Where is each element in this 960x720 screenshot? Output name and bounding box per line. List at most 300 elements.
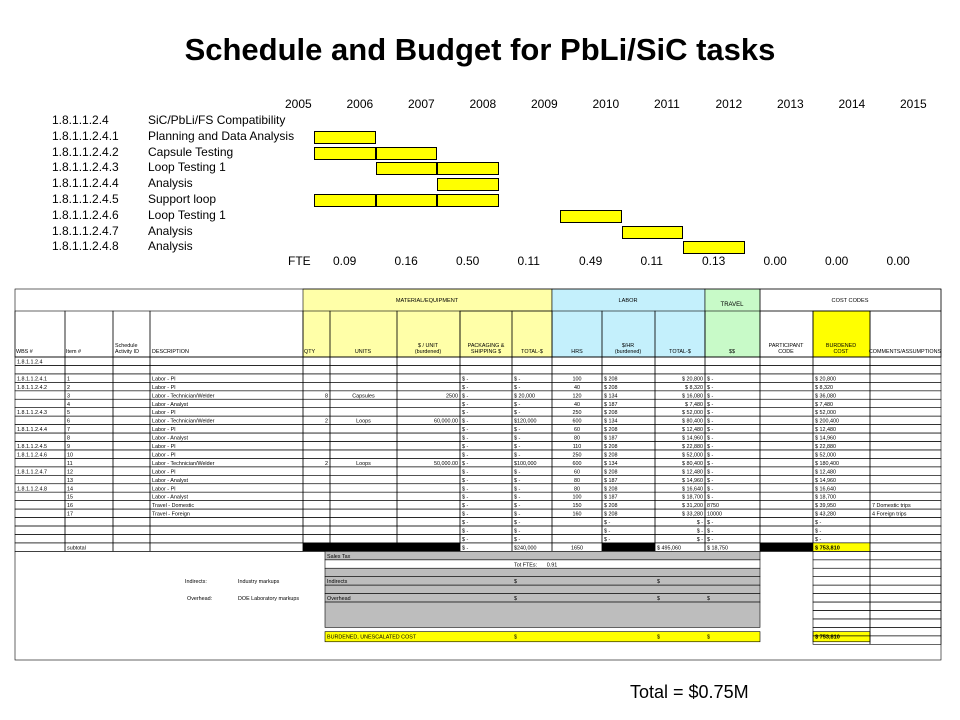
table-cell: [760, 492, 813, 500]
table-cell-text: 11: [67, 460, 73, 467]
table-cell-text: 9: [67, 444, 70, 450]
table-cell: [397, 399, 460, 407]
overhead-row-label: Overhead: [327, 596, 351, 603]
table-cell-text: Labor - PI: [152, 410, 176, 417]
table-cell: [113, 374, 150, 382]
table-cell: [330, 518, 397, 526]
table-cell: [397, 425, 460, 433]
table-cell: [65, 442, 113, 450]
table-cell: [870, 475, 941, 483]
table-cell: [113, 458, 150, 466]
column-header: Item #: [66, 349, 81, 355]
table-cell: [113, 501, 150, 509]
table-cell-text: 50,000.00: [434, 460, 458, 467]
table-cell: [760, 357, 813, 365]
table-cell-text: Labor - PI: [152, 452, 176, 459]
table-cell-text: 2: [325, 460, 328, 467]
table-cell-text: $ -: [514, 427, 521, 434]
table-cell: [65, 408, 113, 416]
table-cell-text: 600: [572, 460, 582, 467]
table-cell-text: 80: [574, 486, 580, 493]
table-cell: [113, 518, 150, 526]
table-cell: [397, 484, 460, 492]
table-cell: [113, 475, 150, 483]
table-cell: [760, 433, 813, 441]
table-cell-text: 110: [572, 444, 582, 450]
task-id: 1.8.1.1.2.4.2: [52, 144, 119, 159]
cost-cell: [813, 611, 870, 619]
table-cell-text: 12: [67, 469, 73, 476]
table-cell: [330, 501, 397, 509]
table-cell: [15, 492, 65, 500]
table-cell: [512, 357, 552, 365]
table-cell-text: $ 187: [604, 494, 618, 501]
subtotal-label: subtotal: [67, 545, 86, 552]
table-cell: [303, 484, 330, 492]
table-cell-text: $ -: [514, 503, 521, 510]
table-cell: [113, 509, 150, 517]
fte-value: 0.11: [517, 254, 540, 268]
table-cell-text: $ 208: [604, 503, 618, 510]
table-cell: [15, 458, 65, 466]
table-cell-text: $ 80,400: [682, 418, 703, 425]
table-cell: [330, 534, 397, 542]
table-cell-text: 1.8.1.1.2.4.2: [17, 384, 47, 391]
table-cell-text: 160: [572, 511, 582, 518]
year-label: 2011: [654, 97, 680, 111]
table-cell-text: $ -: [707, 469, 714, 476]
table-cell: [330, 492, 397, 500]
tot-ftes-value: 0.91: [546, 562, 558, 569]
table-cell: [330, 408, 397, 416]
table-cell-text: $ -: [514, 469, 521, 476]
table-cell-text: $ 12,480: [815, 427, 836, 434]
fte-value: 0.50: [456, 254, 480, 268]
table-cell-text: $ -: [707, 477, 714, 484]
table-cell: [397, 357, 460, 365]
table-cell-text: 10000: [707, 511, 722, 518]
overhead-row: [325, 594, 760, 602]
table-cell-text: Labor - PI: [152, 486, 176, 493]
table-cell: [330, 357, 397, 365]
table-cell-text: 14: [67, 486, 73, 493]
table-cell: [303, 425, 330, 433]
table-cell: [65, 399, 113, 407]
blank-gray-row: [325, 585, 760, 593]
table-cell-text: 60,000.00: [434, 418, 458, 425]
subtotal-cell: [602, 543, 655, 551]
table-cell: [397, 501, 460, 509]
table-cell: [113, 408, 150, 416]
table-cell-text: 16: [67, 503, 73, 510]
table-cell-text: $ -: [604, 520, 611, 527]
table-cell-text: $ -: [815, 520, 822, 527]
table-cell-text: Labor - Technician/Welder: [152, 460, 215, 467]
table-cell-text: 8750: [707, 503, 719, 510]
table-cell-text: 7: [67, 427, 70, 434]
table-cell: [65, 374, 113, 382]
table-cell-text: $ 208: [604, 486, 618, 493]
table-cell: [655, 357, 705, 365]
table-cell-text: $ 16,640: [815, 486, 836, 493]
task-id: 1.8.1.1.2.4: [52, 113, 109, 127]
table-cell: [113, 425, 150, 433]
table-cell-text: $ 14,960: [682, 435, 703, 442]
table-cell-text: 15: [67, 494, 73, 501]
table-cell-text: 250: [572, 452, 582, 459]
table-cell-text: $ -: [707, 460, 714, 467]
table-cell-text: $ 18,700: [815, 494, 836, 501]
table-cell-text: $ -: [462, 376, 469, 383]
task-id: 1.8.1.1.2.4.6: [52, 207, 119, 222]
table-cell: [303, 475, 330, 483]
table-cell: [655, 365, 705, 373]
table-cell-text: Labor - Analyst: [152, 401, 188, 408]
subtotal-cell: [330, 543, 397, 551]
table-cell-text: Labor - Technician/Welder: [152, 393, 215, 400]
table-cell-text: $ -: [462, 486, 469, 493]
table-cell-text: $ 52,000: [682, 410, 703, 417]
table-cell-text: 1.8.1.1.2.4.1: [17, 376, 47, 383]
group-material: MATERIAL/EQUIPMENT: [395, 298, 459, 304]
table-cell: [113, 391, 150, 399]
table-cell-text: Loops: [356, 460, 371, 467]
table-cell: [15, 501, 65, 509]
task-name: Loop Testing 1: [148, 207, 226, 222]
table-cell-text: $ 14,960: [815, 477, 836, 484]
column-header: $$: [729, 349, 735, 355]
group-labor: LABOR: [618, 298, 638, 304]
table-cell-text: $ 7,480: [815, 401, 833, 408]
cost-cell: [870, 560, 941, 568]
table-cell: [303, 526, 330, 534]
table-cell: [150, 518, 303, 526]
table-cell-text: $ 12,480: [815, 469, 836, 476]
table-cell-text: 600: [572, 418, 582, 425]
table-cell-text: $ 31,200: [682, 503, 703, 510]
column-header: $ / UNIT: [417, 343, 439, 349]
table-cell: [15, 534, 65, 542]
year-label: 2012: [715, 97, 743, 111]
table-cell: [150, 357, 303, 365]
table-cell: [760, 391, 813, 399]
page-title: Schedule and Budget for PbLi/SiC tasks: [184, 32, 776, 67]
table-cell: [303, 365, 330, 373]
task-id: 1.8.1.1.2.4.3: [52, 160, 119, 175]
table-cell: [870, 357, 941, 365]
table-cell-text: $ -: [707, 427, 714, 434]
table-cell: [330, 399, 397, 407]
fte-value: 0.00: [886, 254, 910, 268]
column-header: PARTICIPANT: [768, 343, 804, 349]
table-cell-text: $ 208: [604, 469, 618, 476]
table-cell-text: $100,000: [514, 460, 537, 467]
table-cell: [303, 382, 330, 390]
subtotal-material: $240,000: [514, 545, 537, 552]
table-cell-text: Labor - PI: [152, 469, 176, 476]
table-cell-text: $ 208: [604, 511, 618, 518]
table-cell: [760, 382, 813, 390]
table-cell: [760, 534, 813, 542]
table-cell-text: 150: [572, 503, 582, 510]
table-cell-text: $ -: [514, 520, 521, 527]
table-cell-text: $ 180,400: [815, 460, 839, 467]
table-cell-text: $ 187: [604, 401, 618, 408]
table-cell-text: $ -: [696, 536, 703, 543]
table-cell: [113, 433, 150, 441]
table-cell: [15, 416, 65, 424]
cost-cell: [813, 577, 870, 585]
table-cell-text: 5: [67, 410, 70, 417]
indirects-desc: Industry markups: [238, 579, 280, 586]
table-cell: [113, 450, 150, 458]
table-cell: [760, 450, 813, 458]
overhead-desc: DOE Laboratory markups: [238, 596, 300, 603]
year-label: 2010: [592, 97, 620, 111]
table-cell: [552, 357, 602, 365]
table-cell: [330, 484, 397, 492]
cost-cell: [870, 551, 941, 559]
table-cell: [113, 357, 150, 365]
table-cell: [303, 433, 330, 441]
table-cell: [15, 433, 65, 441]
table-cell: [330, 433, 397, 441]
fte-value: 0.00: [763, 254, 787, 268]
table-cell: [870, 467, 941, 475]
table-cell: [330, 526, 397, 534]
table-cell-text: Travel - Domestic: [152, 503, 195, 510]
table-cell-text: $ -: [462, 469, 469, 476]
indirects-row-label: Indirects: [327, 579, 348, 586]
total-label: Total = $0.75M: [630, 682, 749, 702]
table-cell-text: 100: [572, 376, 582, 383]
table-cell: [65, 518, 113, 526]
table-cell: [397, 467, 460, 475]
table-cell-text: $ -: [604, 536, 611, 543]
table-cell-text: $ 187: [604, 435, 618, 442]
table-cell: [15, 509, 65, 517]
table-cell: [303, 442, 330, 450]
table-cell-text: Labor - PI: [152, 376, 176, 383]
table-cell: [760, 458, 813, 466]
fte-value: 0.00: [825, 254, 849, 268]
table-cell: [397, 475, 460, 483]
table-cell-text: $ 14,960: [815, 435, 836, 442]
table-cell-text: Labor - Technician/Welder: [152, 418, 215, 425]
table-cell-text: $ -: [514, 528, 521, 535]
table-cell-text: $ 52,000: [815, 410, 836, 417]
column-header: PACKAGING &: [467, 343, 505, 349]
table-cell: [330, 425, 397, 433]
table-cell-text: $ -: [707, 384, 714, 391]
table-cell: [113, 484, 150, 492]
table-cell-text: $ 187: [604, 477, 618, 484]
indirects-dollar: $: [657, 579, 660, 586]
year-label: 2006: [346, 97, 374, 111]
year-label: 2007: [408, 97, 435, 111]
subtotal-cell: [113, 543, 150, 551]
table-cell-text: $ 22,880: [682, 444, 703, 450]
table-cell: [760, 475, 813, 483]
table-cell-text: Labor - Analyst: [152, 494, 188, 501]
table-cell-text: Labor - PI: [152, 427, 176, 434]
table-cell-text: Loops: [356, 418, 371, 425]
table-cell-text: $ -: [462, 401, 469, 408]
table-cell-text: $ -: [462, 444, 469, 450]
cost-cell: [870, 568, 941, 576]
table-cell-text: 1.8.1.1.2.4.8: [17, 486, 47, 493]
table-cell-text: 40: [574, 384, 580, 391]
table-cell-text: Labor - Analyst: [152, 477, 188, 484]
table-cell: [303, 450, 330, 458]
tot-ftes-row: [325, 560, 760, 568]
table-cell: [397, 408, 460, 416]
table-cell-text: $ -: [514, 401, 521, 408]
sales-tax-label: Sales Tax: [327, 553, 351, 560]
table-cell-text: $ -: [707, 410, 714, 417]
table-cell: [870, 442, 941, 450]
year-label: 2015: [900, 97, 927, 111]
group-cost-codes: COST CODES: [831, 298, 869, 304]
table-cell-text: $ -: [707, 401, 714, 408]
indirects-row: [325, 577, 760, 585]
table-cell: [460, 357, 512, 365]
table-cell: [602, 365, 655, 373]
table-cell: [303, 492, 330, 500]
fte-value: 0.11: [640, 254, 663, 268]
table-cell: [760, 442, 813, 450]
table-cell: [760, 425, 813, 433]
table-cell: [65, 433, 113, 441]
table-cell: [870, 391, 941, 399]
cost-cell: [813, 602, 870, 610]
table-cell-text: $ 18,700: [682, 494, 703, 501]
table-cell: [870, 492, 941, 500]
task-name: SiC/PbLi/FS Compatibility: [148, 113, 286, 127]
table-cell-text: 2: [325, 418, 328, 425]
cost-cell: [870, 585, 941, 593]
column-header: (burdened): [414, 349, 442, 355]
overhead-label: Overhead:: [187, 596, 213, 603]
burdened-dollar: $: [514, 634, 517, 641]
table-cell-text: $ -: [707, 494, 714, 501]
table-cell-text: $ -: [604, 528, 611, 535]
table-cell-text: $ -: [696, 520, 703, 527]
table-cell-text: $ 208: [604, 444, 618, 450]
table-cell: [65, 391, 113, 399]
subtotal-labor: $ 495,060: [657, 545, 681, 552]
subtotal-travel: $ 18,750: [707, 545, 728, 552]
table-cell: [330, 365, 397, 373]
table-cell: [113, 365, 150, 373]
table-cell-text: $ -: [696, 528, 703, 535]
table-cell: [65, 382, 113, 390]
table-cell: [330, 450, 397, 458]
column-header: QTY: [304, 349, 316, 355]
table-cell: [760, 509, 813, 517]
table-cell: [303, 501, 330, 509]
table-cell: [870, 425, 941, 433]
column-header: COMMENTS/ASSUMPTIONS: [868, 349, 942, 355]
column-header: WBS #: [16, 349, 33, 355]
table-cell-text: $ -: [707, 435, 714, 442]
table-cell-text: $ -: [462, 452, 469, 459]
table-cell: [870, 458, 941, 466]
table-cell-text: Labor - Analyst: [152, 435, 188, 442]
column-header: DESCRIPTION: [152, 349, 189, 355]
cost-cell: [813, 594, 870, 602]
subtotal-cell: [760, 543, 813, 551]
table-cell: [705, 365, 760, 373]
table-cell: [330, 442, 397, 450]
table-cell: [870, 365, 941, 373]
burdened-dollar: $: [657, 634, 660, 641]
table-cell: [813, 357, 870, 365]
fte-value: 0.09: [333, 254, 357, 268]
table-cell-text: $ 16,080: [682, 393, 703, 400]
indirects-label: Indirects:: [185, 579, 207, 586]
table-cell-text: Labor - PI: [152, 384, 176, 391]
table-cell-text: $ -: [462, 511, 469, 518]
table-cell-text: $ -: [707, 536, 714, 543]
table-cell: [552, 365, 602, 373]
table-cell: [303, 399, 330, 407]
table-cell-text: $ -: [514, 384, 521, 391]
table-cell-text: $ -: [462, 494, 469, 501]
table-cell: [760, 416, 813, 424]
table-cell: [150, 526, 303, 534]
cost-cell: [870, 636, 941, 644]
table-cell-text: $ -: [707, 444, 714, 450]
task-id: 1.8.1.1.2.4.5: [52, 192, 119, 206]
table-cell-text: $ -: [514, 511, 521, 518]
table-cell-text: $120,000: [514, 418, 537, 425]
table-cell-text: $ -: [514, 452, 521, 459]
table-cell-text: $ -: [707, 418, 714, 425]
table-cell: [397, 365, 460, 373]
table-cell-text: $ -: [514, 410, 521, 417]
overhead-dollar: $: [514, 596, 517, 603]
table-cell: [303, 467, 330, 475]
table-cell: [65, 357, 113, 365]
cost-cell: [813, 568, 870, 576]
burdened-dollar: $: [707, 634, 710, 641]
table-cell-text: $ 14,960: [682, 477, 703, 484]
table-cell-text: $ 208: [604, 427, 618, 434]
table-cell: [870, 399, 941, 407]
cost-cell: [870, 619, 941, 627]
table-cell-text: 1.8.1.1.2.4: [17, 359, 43, 366]
column-header: CODE: [778, 349, 794, 355]
table-cell: [303, 357, 330, 365]
table-cell-text: $ 208: [604, 376, 618, 383]
table-cell: [65, 425, 113, 433]
table-cell-text: $ -: [514, 376, 521, 383]
table-cell-text: 8: [67, 435, 70, 442]
table-cell: [813, 518, 870, 526]
column-header: Activity ID: [115, 349, 139, 355]
table-cell: [113, 382, 150, 390]
table-cell-text: $ -: [462, 393, 469, 400]
table-cell: [303, 374, 330, 382]
table-cell: [870, 382, 941, 390]
overhead-dollar: $: [657, 596, 660, 603]
blank-gray-rows: [325, 602, 760, 627]
table-cell: [760, 501, 813, 509]
table-cell-text: $ 134: [604, 418, 618, 425]
table-cell-text: $ 134: [604, 460, 618, 467]
table-cell-text: $ 7,480: [685, 401, 703, 408]
